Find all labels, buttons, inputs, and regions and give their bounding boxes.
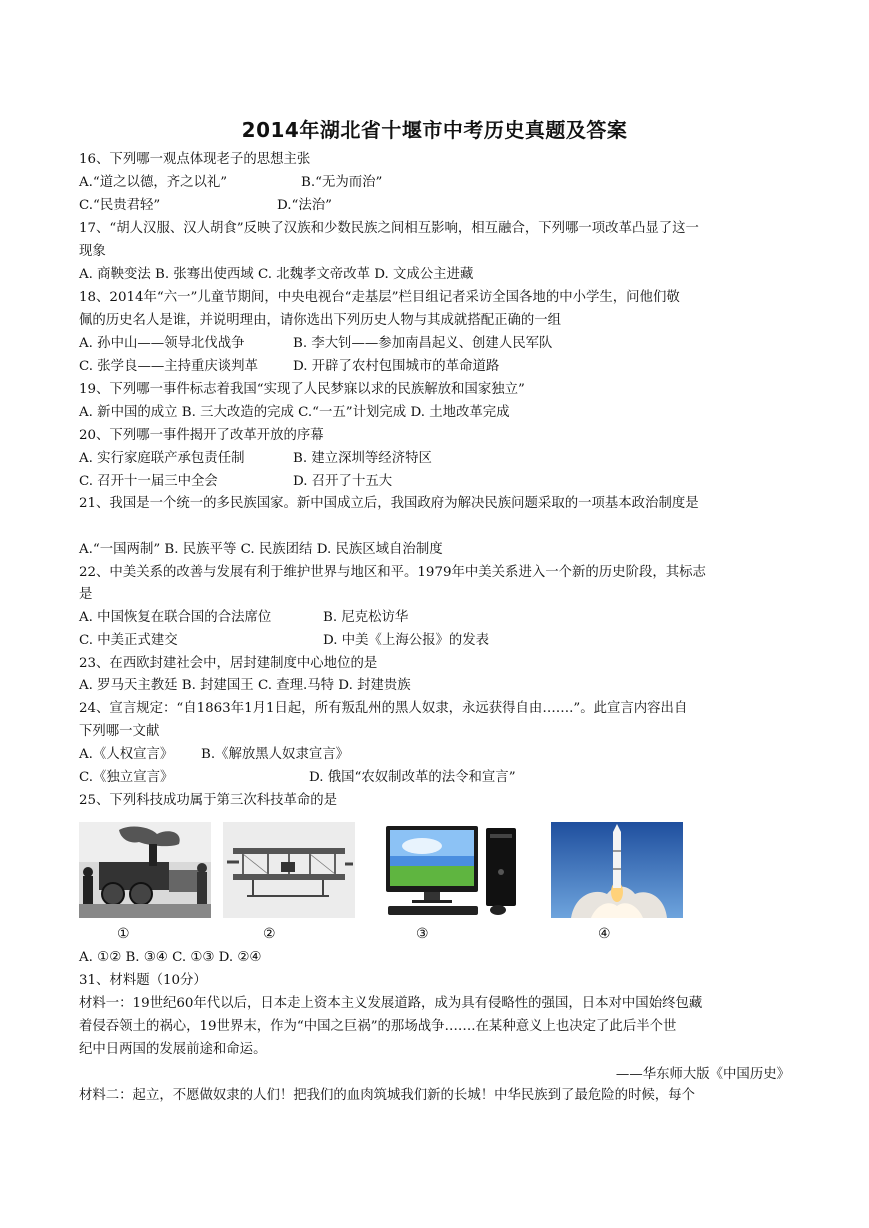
question-24-options-row2	[79, 768, 516, 788]
option-c: C. 中美正式建交	[79, 633, 178, 648]
rocket-launch-image	[551, 822, 683, 918]
question-25-options: A. ①② B. ③④ C. ①③ D. ②④	[79, 950, 262, 965]
question-21-options: A.“一国两制” B. 民族平等 C. 民族团结 D. 民族区域自治制度	[79, 542, 443, 557]
question-22-options-row2	[79, 631, 490, 651]
option-d: D. 中美《上海公报》的发表	[323, 633, 490, 648]
image-label-3: ③	[416, 926, 429, 942]
material-1-source: ——华东师大版《中国历史》	[615, 1067, 790, 1082]
option-d: D. 俄国“农奴制改革的法令和宣言”	[309, 770, 516, 785]
question-18-options-row2	[79, 357, 500, 377]
image-label-4: ④	[598, 926, 611, 942]
question-24-stem: 24、宣言规定：“自1863年1月1日起，所有叛乱州的黑人奴隶，永远获得自由…….”。此宣言内容出自	[79, 701, 688, 716]
material-1-line-1: 材料一：19世纪60年代以后，日本走上资本主义发展道路，成为具有侵略性的强国，日本对中国始终包藏	[79, 996, 703, 1011]
option-b: B.《解放黑人奴隶宣言》	[201, 747, 350, 762]
question-16-stem: 16、下列哪一观点体现老子的思想主张	[79, 152, 311, 167]
question-21-stem: 21、我国是一个统一的多民族国家。新中国成立后，我国政府为解决民族问题采取的一项基本政治制度是	[79, 496, 699, 511]
page-title: 2014年湖北省十堰市中考历史真题及答案	[241, 118, 628, 142]
question-24-stem-cont: 下列哪一文献	[79, 724, 160, 739]
option-b: B. 尼克松访华	[323, 610, 409, 625]
option-b: B.“无为而治”	[301, 175, 383, 190]
option-b: B. 建立深圳等经济特区	[293, 451, 432, 466]
option-d: D. 开辟了农村包围城市的革命道路	[293, 359, 500, 374]
biplane-image	[223, 822, 355, 918]
option-c: C.“民贵君轻”	[79, 198, 161, 213]
question-17-options: A. 商鞅变法 B. 张骞出使西域 C. 北魏孝文帝改革 D. 文成公主进藏	[79, 267, 474, 282]
question-19-options: A. 新中国的成立 B. 三大改造的完成 C.“一五”计划完成 D. 土地改革完成	[79, 405, 510, 420]
material-2-line-1: 材料二：起立，不愿做奴隶的人们！把我们的血肉筑城我们新的长城！中华民族到了最危险的时候，每个	[79, 1088, 695, 1103]
option-b: B. 李大钊——参加南昌起义、创建人民军队	[293, 336, 553, 351]
question-18-options-row1	[79, 334, 553, 354]
question-20-stem: 20、下列哪一事件揭开了改革开放的序幕	[79, 428, 324, 443]
question-25-stem: 25、下列科技成功属于第三次科技革命的是	[79, 793, 338, 808]
option-a: A.“道之以德，齐之以礼”	[79, 175, 228, 190]
option-c: C.《独立宣言》	[79, 770, 174, 785]
material-1-line-3: 纪中日两国的发展前途和命运。	[79, 1042, 267, 1057]
question-17-stem: 17、“胡人汉服、汉人胡食”反映了汉族和少数民族之间相互影响，相互融合，下列哪一项改革凸显了这一	[79, 221, 699, 236]
question-20-options-row2	[79, 472, 393, 492]
option-d: D.“法治”	[277, 198, 332, 213]
question-23-options: A. 罗马天主教廷 B. 封建国王 C. 查理.马特 D. 封建贵族	[79, 678, 411, 693]
option-a: A. 中国恢复在联合国的合法席位	[79, 610, 272, 625]
image-label-1: ①	[117, 926, 130, 942]
question-19-stem: 19、下列哪一事件标志着我国“实现了人民梦寐以求的民族解放和国家独立”	[79, 382, 525, 397]
desktop-computer-image	[382, 822, 522, 918]
question-18-stem-cont: 佩的历史名人是谁，并说明理由，请你选出下列历史人物与其成就搭配正确的一组	[79, 313, 562, 328]
option-c: C. 张学良——主持重庆谈判革	[79, 359, 258, 374]
question-23-stem: 23、在西欧封建社会中，居封建制度中心地位的是	[79, 656, 378, 671]
question-16-options-row1	[79, 173, 383, 193]
option-a: A. 实行家庭联产承包责任制	[79, 451, 245, 466]
material-1-line-2: 着侵吞领土的祸心，19世界末，作为“中国之巨祸”的那场战争…….在某种意义上也决定了此后半个世	[79, 1019, 677, 1034]
question-22-stem: 22、中美关系的改善与发展有利于维护世界与地区和平。1979年中美关系进入一个新的历史阶段，其标志	[79, 565, 706, 580]
question-22-stem-cont: 是	[79, 587, 93, 602]
question-24-options-row1	[79, 745, 350, 765]
question-18-stem: 18、2014年“六一”儿童节期间，中央电视台“走基层”栏目组记者采访全国各地的中小学生，问他们敬	[79, 290, 680, 305]
question-20-options-row1	[79, 449, 432, 469]
question-16-options-row2	[79, 196, 332, 216]
question-17-stem-cont: 现象	[79, 244, 106, 259]
question-31-stem: 31、材料题（10分）	[79, 973, 207, 988]
option-d: D. 召开了十五大	[293, 474, 393, 489]
option-c: C. 召开十一届三中全会	[79, 474, 218, 489]
steam-locomotive-image	[79, 822, 211, 918]
question-22-options-row1	[79, 608, 409, 628]
image-label-2: ②	[263, 926, 276, 942]
option-a: A. 孙中山——领导北伐战争	[79, 336, 245, 351]
option-a: A.《人权宣言》	[79, 747, 174, 762]
